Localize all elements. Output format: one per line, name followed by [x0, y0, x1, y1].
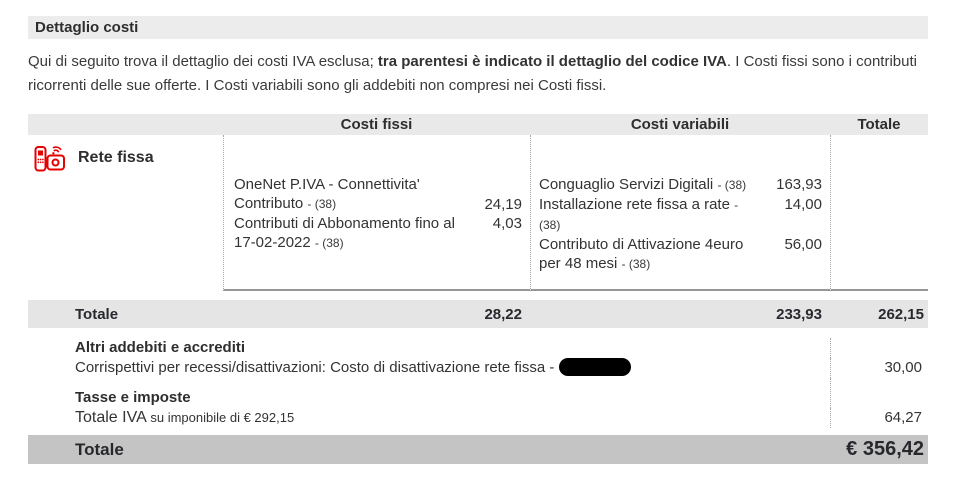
intro-text-bold: tra parentesi è indicato il dettaglio del codice IVA — [377, 53, 727, 70]
cost-item — [539, 235, 822, 274]
cost-item-value: 14,00 — [784, 196, 822, 213]
cost-item-value: 24,19 — [484, 196, 522, 213]
iva-code: - (38) — [621, 257, 651, 271]
grand-total-label: Totale — [75, 439, 124, 459]
cost-item-label: Contributo di Attivazione 4euro per 48 mesi - (38) — [539, 236, 744, 272]
totals-label: Totale — [75, 305, 119, 323]
header-costi-variabili: Costi variabili — [630, 116, 730, 133]
iva-code: - (38) — [539, 198, 739, 232]
section-title-row — [28, 338, 928, 358]
row-label-cell — [28, 135, 223, 291]
iva-code: - (38) — [307, 197, 337, 211]
cost-item-label: Conguaglio Servizi Digitali - (38) — [539, 176, 747, 193]
tasse-imposte-title: Tasse e imposte — [75, 389, 191, 407]
corrispettivi-value: 30,00 — [830, 358, 928, 378]
cost-item — [234, 214, 522, 253]
corrispettivi-label: Corrispettivi per recessi/disattivazioni: Costo di disattivazione rete fissa - — [28, 358, 830, 378]
table-row-rete-fissa — [28, 135, 928, 291]
intro-text-2: . I Costi fissi sono i contributi ricorrenti delle sue offerte. I Costi variabili sono gli addebiti non compresi nei Costi fissi. — [28, 53, 917, 94]
cost-item-label: OneNet P.IVA - Connettivita' Contributo - (38) — [234, 176, 420, 212]
section-title-row — [28, 378, 928, 408]
totale-iva-value: 64,27 — [830, 408, 928, 428]
cost-item-label: Installazione rete fissa a rate - (38) — [539, 196, 739, 232]
intro-paragraph — [28, 50, 930, 98]
corrispettivi-row — [28, 358, 928, 378]
totals-costi-variabili: 233,93 — [776, 305, 822, 323]
table-header-row — [28, 114, 928, 135]
totals-totale: 262,15 — [878, 305, 924, 323]
extra-charges-section — [28, 338, 928, 428]
header-totale: Totale — [857, 116, 901, 133]
amount-cell-empty — [830, 338, 928, 358]
page-title: Dettaglio costi — [28, 16, 928, 39]
totale-empty-cell — [830, 135, 928, 291]
cost-item-label: Contributi di Abbonamento fino al 17-02-2022 - (38) — [234, 215, 455, 251]
amount-cell-empty — [830, 378, 928, 408]
table-totals-row — [28, 300, 928, 328]
altri-addebiti-title: Altri addebiti e accrediti — [75, 339, 246, 356]
rete-fissa-label: Rete fissa — [78, 149, 154, 166]
costi-fissi-cell — [223, 135, 530, 291]
cost-item-value: 163,93 — [776, 176, 822, 193]
redacted-text — [559, 358, 631, 376]
grand-total-bar — [28, 435, 928, 464]
costi-variabili-cell — [530, 135, 830, 291]
totals-costi-fissi: 28,22 — [484, 305, 522, 323]
cost-item — [234, 175, 522, 214]
iva-code: - (38) — [717, 178, 747, 192]
intro-text-1: Qui di seguito trova il dettaglio dei costi IVA esclusa; — [28, 53, 378, 70]
cost-item — [539, 175, 822, 195]
iva-code: - (38) — [314, 236, 344, 250]
totale-iva-row — [28, 408, 928, 428]
fixed-line-phone-icon — [33, 142, 67, 174]
header-costi-fissi: Costi fissi — [340, 116, 413, 133]
cost-item-value: 4,03 — [492, 215, 522, 232]
cost-item-value: 56,00 — [784, 236, 822, 253]
cost-item — [539, 195, 822, 235]
grand-total-value: € 356,42 — [846, 438, 924, 461]
totale-iva-label: Totale IVA su imponibile di € 292,15 — [75, 409, 295, 427]
